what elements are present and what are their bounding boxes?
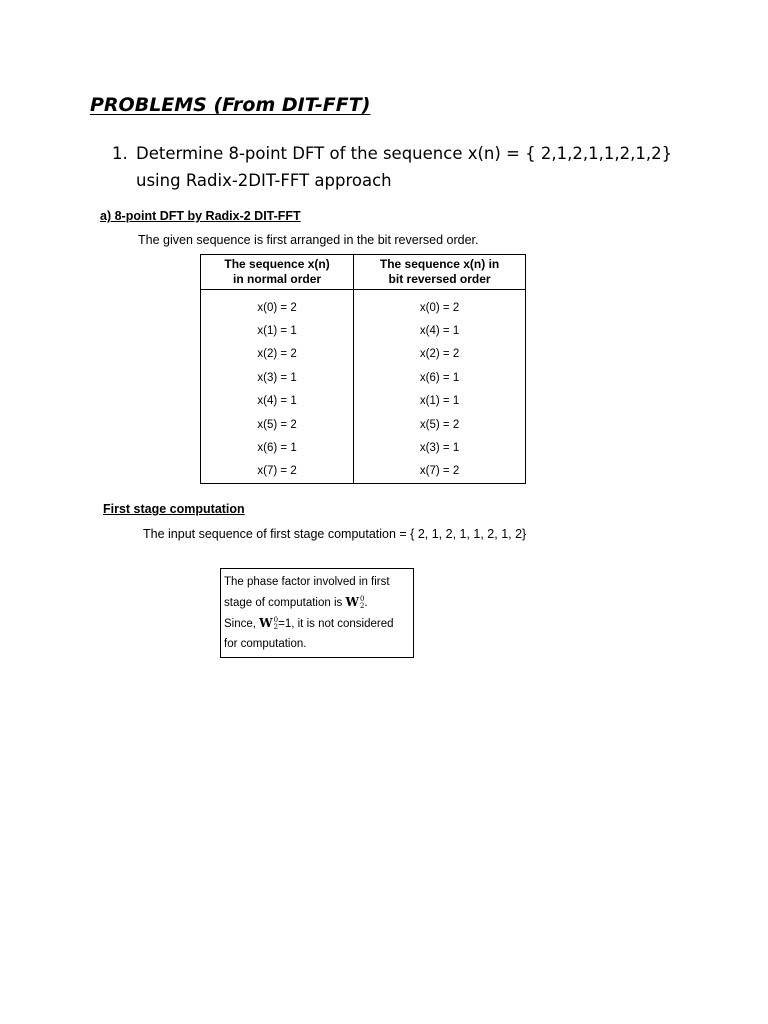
twiddle-factor: W 0 2	[345, 594, 365, 610]
table-cell: x(2) = 2	[354, 343, 526, 366]
table-row	[201, 413, 526, 436]
table-row	[201, 366, 526, 389]
table-row	[201, 390, 526, 413]
section-a-heading: a) 8-point DFT by Radix-2 DIT-FFT	[100, 209, 301, 223]
section-a-note: The given sequence is first arranged in the bit reversed order.	[138, 233, 479, 247]
table-row	[201, 460, 526, 484]
table-cell: x(5) = 2	[354, 413, 526, 436]
table-cell: x(1) = 1	[257, 325, 297, 338]
table-row	[201, 343, 526, 366]
table-cell: x(1) = 1	[354, 390, 526, 413]
section-b-note: The input sequence of first stage computation = { 2, 1, 2, 1, 1, 2, 1, 2}	[143, 527, 527, 541]
header-bit-reversed-order: The sequence x(n) in bit reversed order	[354, 255, 526, 290]
bit-reversal-table	[200, 254, 526, 484]
table-cell: x(6) = 1	[257, 442, 297, 455]
table-cell: x(7) = 2	[257, 465, 297, 478]
table-cell: x(4) = 1	[354, 319, 526, 342]
phase-line-2: stage of computation is W 0 2 .	[224, 594, 368, 610]
table-cell: x(4) = 1	[257, 395, 297, 408]
section-b-heading: First stage computation	[103, 502, 245, 516]
table-cell: x(3) = 1	[354, 436, 526, 459]
table-cell: x(7) = 2	[354, 460, 526, 484]
problem-statement	[112, 140, 672, 194]
table-cell: x(5) = 2	[257, 418, 297, 431]
problem-line-1: Determine 8-point DFT of the sequence x(n) = { 2,1,2,1,1,2,1,2}	[136, 144, 673, 163]
table-cell: x(6) = 1	[354, 366, 526, 389]
table-row	[201, 290, 526, 320]
twiddle-factor: W 0 2	[259, 615, 279, 631]
table-cell: x(3) = 1	[257, 371, 297, 384]
phase-line-4: for computation.	[224, 638, 307, 650]
phase-line-3: Since, W 0 2 =1, it is not considered	[224, 615, 394, 631]
phase-line-1: The phase factor involved in first	[224, 576, 390, 588]
table-row	[201, 436, 526, 459]
problem-line-2: using Radix-2DIT-FFT approach	[136, 171, 392, 190]
table-header-row	[201, 255, 526, 290]
table-cell: x(0) = 2	[257, 301, 297, 314]
table-row	[201, 319, 526, 342]
problem-number: 1.	[112, 144, 128, 163]
page-title: PROBLEMS (From DIT-FFT)	[90, 94, 371, 116]
header-normal-order: The sequence x(n) in normal order	[201, 255, 354, 290]
table-cell: x(0) = 2	[354, 290, 526, 320]
phase-factor-box	[220, 568, 414, 658]
table-cell: x(2) = 2	[257, 348, 297, 361]
